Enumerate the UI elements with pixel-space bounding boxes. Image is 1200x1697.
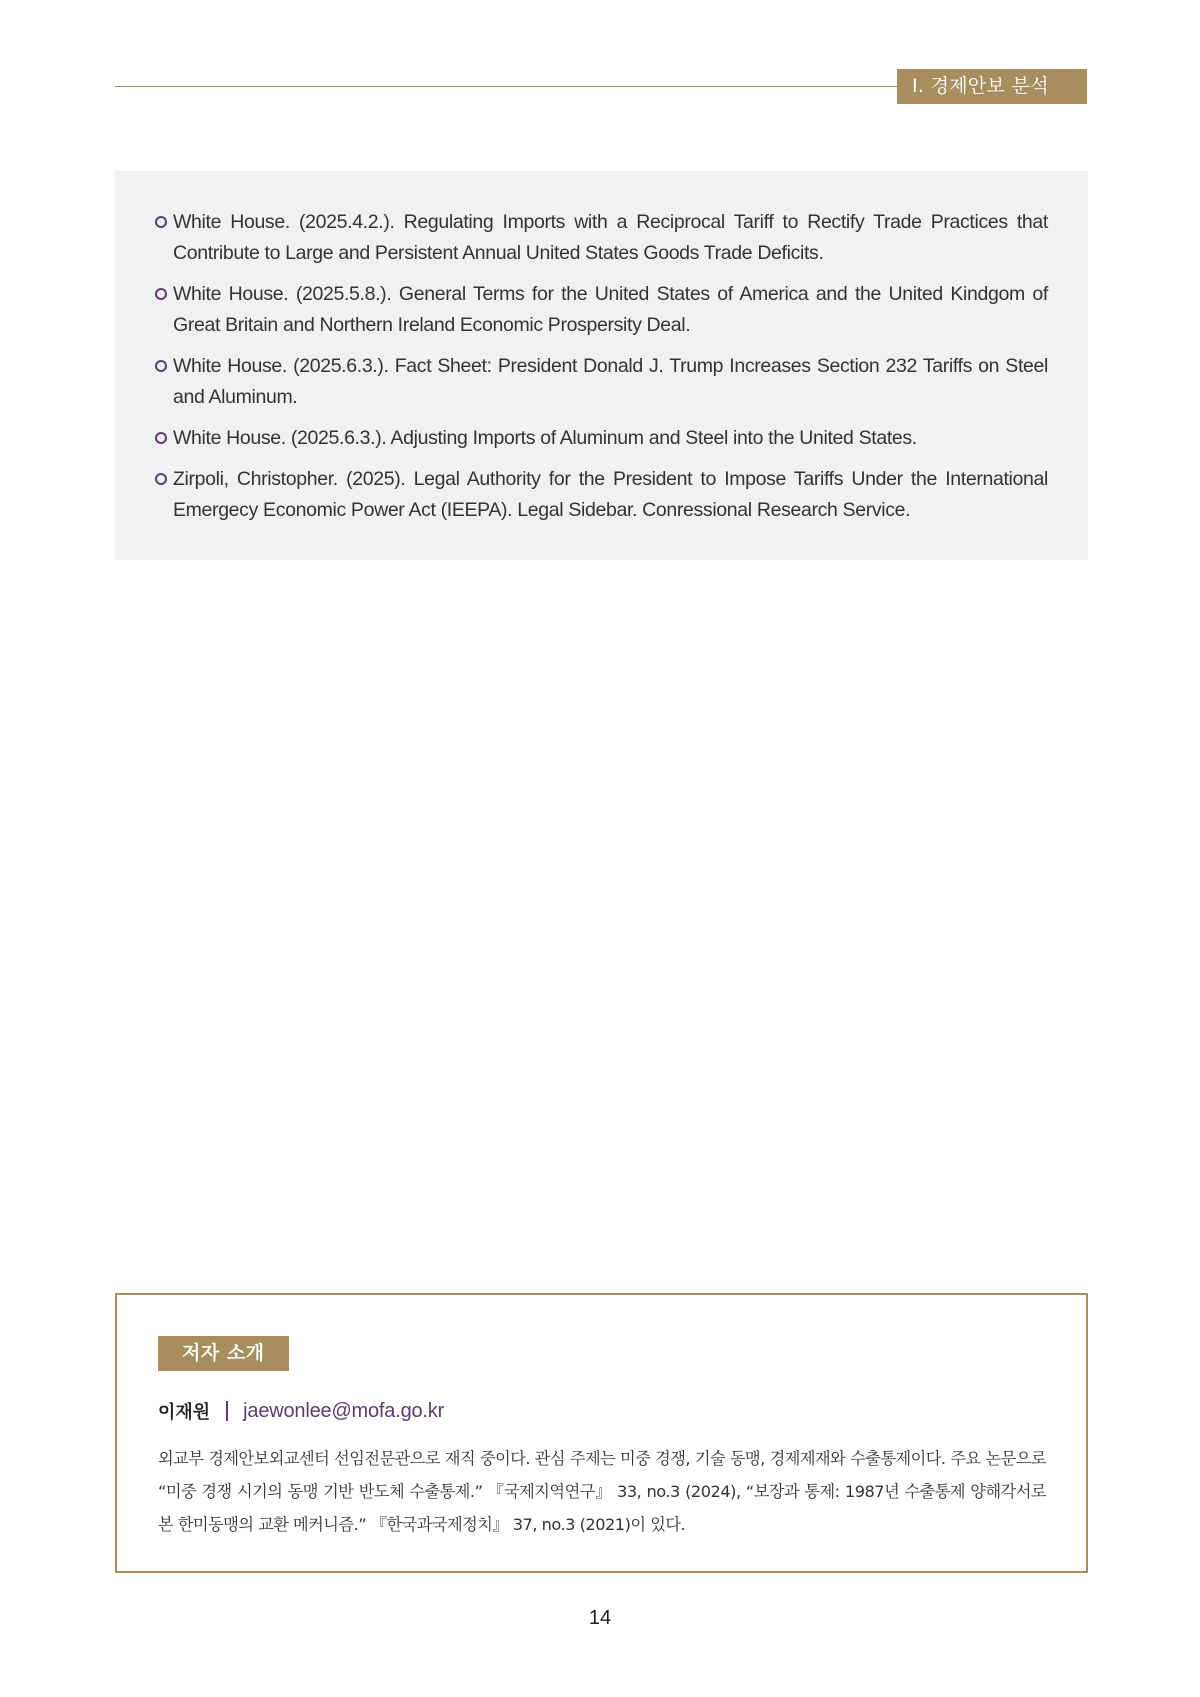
circle-bullet-icon — [155, 360, 167, 372]
reference-item — [155, 464, 1048, 526]
section-tag: Ⅰ. 경제안보 분석 — [897, 69, 1087, 104]
reference-text: White House. (2025.6.3.). Adjusting Imports of Aluminum and Steel into the United States. — [173, 427, 917, 449]
circle-bullet-icon — [155, 288, 167, 300]
author-name: 이재원 — [158, 1402, 211, 1423]
reference-item — [155, 207, 1048, 269]
reference-text: White House. (2025.6.3.). Fact Sheet: President Donald J. Trump Increases Section 232 Tariffs on Steel and Aluminum. — [173, 355, 1048, 408]
reference-list — [155, 207, 1048, 526]
author-section-label: 저자 소개 — [158, 1336, 289, 1371]
circle-bullet-icon — [155, 432, 167, 444]
reference-item — [155, 351, 1048, 413]
page-number: 14 — [588, 1607, 612, 1629]
author-intro-box — [115, 1293, 1088, 1573]
circle-bullet-icon — [155, 216, 167, 228]
header-rule — [115, 86, 1015, 87]
author-separator — [226, 1401, 228, 1421]
author-bio: 외교부 경제안보외교센터 선임전문관으로 재직 중이다. 관심 주제는 미중 경쟁, 기술 동맹, 경제제재와 수출통제이다. 주요 논문으로 “미중 경쟁 시기의 동맹 기반 반도체 수출통제.” 『국제지역연구』 33, no.3 (2024), “보장과 통제: 1987년 수출통제 양해각서로 본 한미동맹의 교환 메커니즘.” 『한국과국제정치』 37, no.3 (2021)이 있다. — [158, 1449, 1046, 1534]
references-box — [115, 171, 1088, 560]
author-header — [158, 1396, 1046, 1426]
circle-bullet-icon — [155, 473, 167, 485]
reference-text: White House. (2025.5.8.). General Terms for the United States of America and the United Kindgom of Great Britain and Northern Ireland Economic Prospersity Deal. — [173, 283, 1048, 336]
reference-item — [155, 423, 1048, 454]
reference-text: White House. (2025.4.2.). Regulating Imports with a Reciprocal Tariff to Rectify Trade Practices that Contribute to Large and Persistent Annual United States Goods Trade Deficits. — [173, 211, 1048, 264]
reference-item — [155, 279, 1048, 341]
author-email-link[interactable]: jaewonlee@mofa.go.kr — [243, 1399, 445, 1422]
reference-text: Zirpoli, Christopher. (2025). Legal Authority for the President to Impose Tariffs Under the International Emergecy Economic Power Act (IEEPA). Legal Sidebar. Conressional Research Service. — [173, 468, 1048, 521]
